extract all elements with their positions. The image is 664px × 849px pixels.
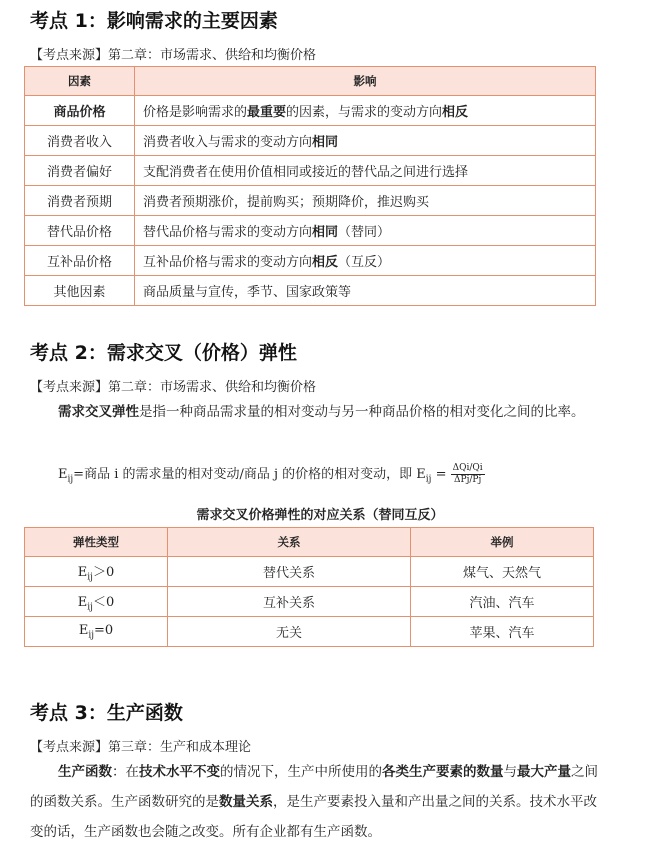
section2-definition <box>30 397 590 427</box>
influence-cell <box>135 186 596 216</box>
relation-cell: 互补关系 <box>168 587 411 617</box>
influence-text: 替代品价格与需求的变动方向 <box>143 225 313 240</box>
table-row <box>25 276 596 306</box>
influence-text: 消费者收入与需求的变动方向 <box>143 135 313 150</box>
formula-numerator: ΔQi/Qi <box>452 463 483 473</box>
section2-source: 【考点来源】第二章：市场需求、供给和均衡价格 <box>30 380 317 395</box>
table-row <box>25 216 596 246</box>
factor-cell: 消费者偏好 <box>25 156 135 186</box>
relation-cell: 无关 <box>168 617 411 647</box>
influence-text: 相同 <box>312 135 339 150</box>
table-row <box>25 96 596 126</box>
factors-table <box>24 66 596 306</box>
paragraph-text: 各类生产要素的数量 <box>382 764 504 780</box>
factor-cell: 商品价格 <box>25 96 135 126</box>
paragraph-text: 的情况下，生产中所使用的 <box>220 764 382 780</box>
factor-cell: 互补品价格 <box>25 246 135 276</box>
formula-text: =商品 i 的需求量的相对变动/商品 j 的价格的相对变动，即 <box>73 467 413 482</box>
influence-text: 消费者预期涨价，提前购买；预期降价，推迟购买 <box>143 195 430 210</box>
type-cell: $E_{ij}=0$ <box>25 617 168 647</box>
formula: $E_{ij}=$商品 i 的需求量的相对变动/商品 j 的价格的相对变动，即 $E_{ij}$ = $\frac{\text{ΔQi/Qi}}{\text{ΔPj/Pj}}$ <box>58 463 483 485</box>
factor-cell: 其他因素 <box>25 276 135 306</box>
section3-paragraph <box>30 757 605 847</box>
factor-cell: 消费者预期 <box>25 186 135 216</box>
influence-text: 支配消费者在使用价值相同或接近的替代品之间进行选择 <box>143 165 469 180</box>
formula-denominator: ΔPj/Pj <box>454 475 482 485</box>
influence-text: （替同） <box>338 225 391 240</box>
paragraph-text: ，是生产要素投入量和产出量之间的关系。技术水平改变的话，生产函数也会随之改变。所有企业都有生产函数。 <box>30 794 597 840</box>
influence-text: 相反 <box>442 105 469 120</box>
table-row <box>25 156 596 186</box>
paragraph-text: 技术水平不变 <box>139 764 220 780</box>
factor-cell: 替代品价格 <box>25 216 135 246</box>
influence-text: 商品质量与宣传，季节、国家政策等 <box>143 285 352 300</box>
paragraph-text: 之间的函数关系。生产函数研究的是 <box>30 764 598 810</box>
table-row <box>25 246 596 276</box>
table-row <box>25 126 596 156</box>
elasticity-table <box>24 527 594 647</box>
influence-text: 互补品价格与需求的变动方向 <box>143 255 313 270</box>
table2-caption: 需求交叉价格弹性的对应关系（替同互反） <box>196 508 444 523</box>
section3-title: 考点 3：生产函数 <box>30 702 183 724</box>
type-cell: $E_{ij}<0$ <box>25 587 168 617</box>
influence-cell <box>135 246 596 276</box>
paragraph-text: ：在 <box>112 764 139 780</box>
influence-text: 的因素，与需求的变动方向 <box>286 105 443 120</box>
influence-cell <box>135 276 596 306</box>
influence-cell <box>135 156 596 186</box>
table-row <box>25 186 596 216</box>
table-row <box>25 557 594 587</box>
header-factor: 因素 <box>25 67 135 96</box>
definition-body: 是指一种商品需求量的相对变动与另一种商品价格的相对变化之间的比率。 <box>139 404 585 420</box>
example-cell: 苹果、汽车 <box>411 617 594 647</box>
influence-text: 相反 <box>312 255 339 270</box>
relation-cell: 替代关系 <box>168 557 411 587</box>
table-row <box>25 587 594 617</box>
influence-text: 相同 <box>312 225 339 240</box>
influence-text: 价格是影响需求的 <box>143 105 248 120</box>
paragraph-text: 生产函数 <box>58 764 112 780</box>
paragraph-text: 数量关系 <box>219 794 273 810</box>
example-cell: 汽油、汽车 <box>411 587 594 617</box>
formula-fraction <box>451 463 485 486</box>
section3-source: 【考点来源】第三章：生产和成本理论 <box>30 740 252 755</box>
influence-cell <box>135 216 596 246</box>
definition-term: 需求交叉弹性 <box>58 404 139 420</box>
type-cell: $E_{ij}>0$ <box>25 557 168 587</box>
table-row <box>25 617 594 647</box>
section2-title: 考点 2：需求交叉（价格）弹性 <box>30 342 297 364</box>
influence-text: （互反） <box>338 255 391 270</box>
header-example: 举例 <box>411 528 594 557</box>
influence-cell <box>135 126 596 156</box>
section1-source: 【考点来源】第二章：市场需求、供给和均衡价格 <box>30 48 317 63</box>
example-cell: 煤气、天然气 <box>411 557 594 587</box>
paragraph-text: 最大产量 <box>517 764 571 780</box>
factor-cell: 消费者收入 <box>25 126 135 156</box>
header-influence: 影响 <box>135 67 596 96</box>
paragraph-text: 与 <box>503 764 517 780</box>
influence-cell <box>135 96 596 126</box>
header-relation: 关系 <box>168 528 411 557</box>
influence-text: 最重要 <box>247 105 287 120</box>
section1-title: 考点 1：影响需求的主要因素 <box>30 10 278 32</box>
header-type: 弹性类型 <box>25 528 168 557</box>
